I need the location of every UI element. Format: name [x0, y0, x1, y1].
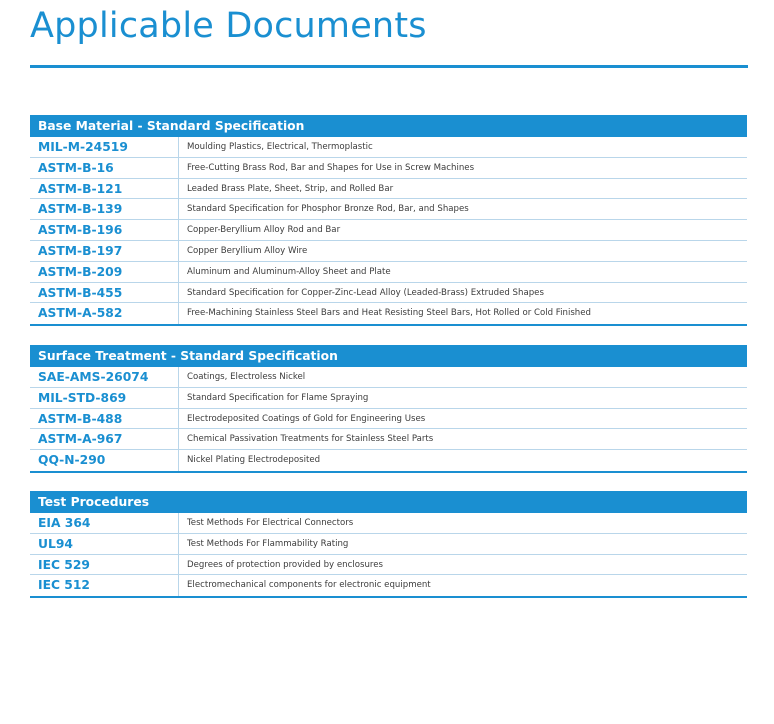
test-procedures-table: [30, 491, 747, 598]
title-divider: [30, 65, 748, 68]
section-header: Surface Treatment - Standard Specification: [30, 345, 747, 367]
table-row: [30, 199, 747, 220]
spec-description: Coatings, Electroless Nickel: [187, 372, 306, 382]
table-row: [30, 450, 747, 471]
spec-description: Aluminum and Aluminum-Alloy Sheet and Plate: [187, 266, 391, 277]
spec-code: ASTM-B-488: [30, 409, 179, 429]
spec-description: Test Methods For Flammability Rating: [187, 538, 349, 549]
section-body: [30, 513, 747, 598]
spec-code: ASTM-B-455: [30, 283, 179, 303]
spec-code: ASTM-B-196: [30, 220, 179, 240]
table-row: [30, 367, 747, 388]
spec-code: ASTM-A-582: [30, 303, 179, 324]
section-header: Base Material - Standard Specification: [30, 115, 747, 137]
spec-code: ASTM-B-121: [30, 179, 179, 199]
spec-code: QQ-N-290: [30, 450, 179, 471]
table-row: [30, 555, 747, 576]
spec-description: Test Methods For Electrical Connectors: [187, 518, 354, 528]
spec-code: UL94: [30, 534, 179, 554]
spec-code: ASTM-B-139: [30, 199, 179, 219]
table-row: [30, 513, 747, 534]
section-body: [30, 367, 747, 473]
table-row: [30, 303, 747, 324]
spec-description: Chemical Passivation Treatments for Stainless Steel Parts: [187, 434, 434, 445]
section-header: Test Procedures: [30, 491, 747, 513]
table-row: [30, 179, 747, 200]
spec-code: IEC 512: [30, 575, 179, 596]
spec-code: MIL-M-24519: [30, 137, 179, 157]
table-row: [30, 158, 747, 179]
spec-description: Electromechanical components for electronic equipment: [187, 580, 431, 591]
table-row: [30, 388, 747, 409]
table-row: [30, 241, 747, 262]
table-row: [30, 429, 747, 450]
spec-code: ASTM-B-197: [30, 241, 179, 261]
spec-code: ASTM-A-967: [30, 429, 179, 449]
spec-description: Copper Beryllium Alloy Wire: [187, 245, 308, 256]
table-row: [30, 262, 747, 283]
spec-description: Standard Specification for Phosphor Bronze Rod, Bar, and Shapes: [187, 204, 469, 215]
spec-code: ASTM-B-16: [30, 158, 179, 178]
spec-code: ASTM-B-209: [30, 262, 179, 282]
spec-description: Moulding Plastics, Electrical, Thermoplastic: [187, 142, 373, 152]
table-row: [30, 283, 747, 304]
spec-code: SAE-AMS-26074: [30, 367, 179, 387]
surface-treatment-table: [30, 345, 747, 473]
page-title: Applicable Documents: [30, 6, 427, 46]
spec-description: Standard Specification for Copper-Zinc-Lead Alloy (Leaded-Brass) Extruded Shapes: [187, 287, 544, 298]
base-material-table: [30, 115, 747, 326]
table-row: [30, 137, 747, 158]
spec-description: Degrees of protection provided by enclosures: [187, 559, 384, 570]
table-row: [30, 409, 747, 430]
spec-code: IEC 529: [30, 555, 179, 575]
spec-description: Standard Specification for Flame Spraying: [187, 392, 369, 403]
table-row: [30, 575, 747, 596]
table-row: [30, 220, 747, 241]
spec-description: Free-Cutting Brass Rod, Bar and Shapes for Use in Screw Machines: [187, 162, 475, 173]
spec-description: Copper-Beryllium Alloy Rod and Bar: [187, 225, 341, 236]
spec-description: Free-Machining Stainless Steel Bars and Heat Resisting Steel Bars, Hot Rolled or Cold Finished: [187, 308, 592, 319]
spec-code: EIA 364: [30, 513, 179, 533]
section-body: [30, 137, 747, 326]
table-row: [30, 534, 747, 555]
spec-description: Leaded Brass Plate, Sheet, Strip, and Rolled Bar: [187, 183, 394, 194]
spec-description: Nickel Plating Electrodeposited: [187, 455, 321, 466]
spec-description: Electrodeposited Coatings of Gold for Engineering Uses: [187, 413, 426, 424]
spec-code: MIL-STD-869: [30, 388, 179, 408]
